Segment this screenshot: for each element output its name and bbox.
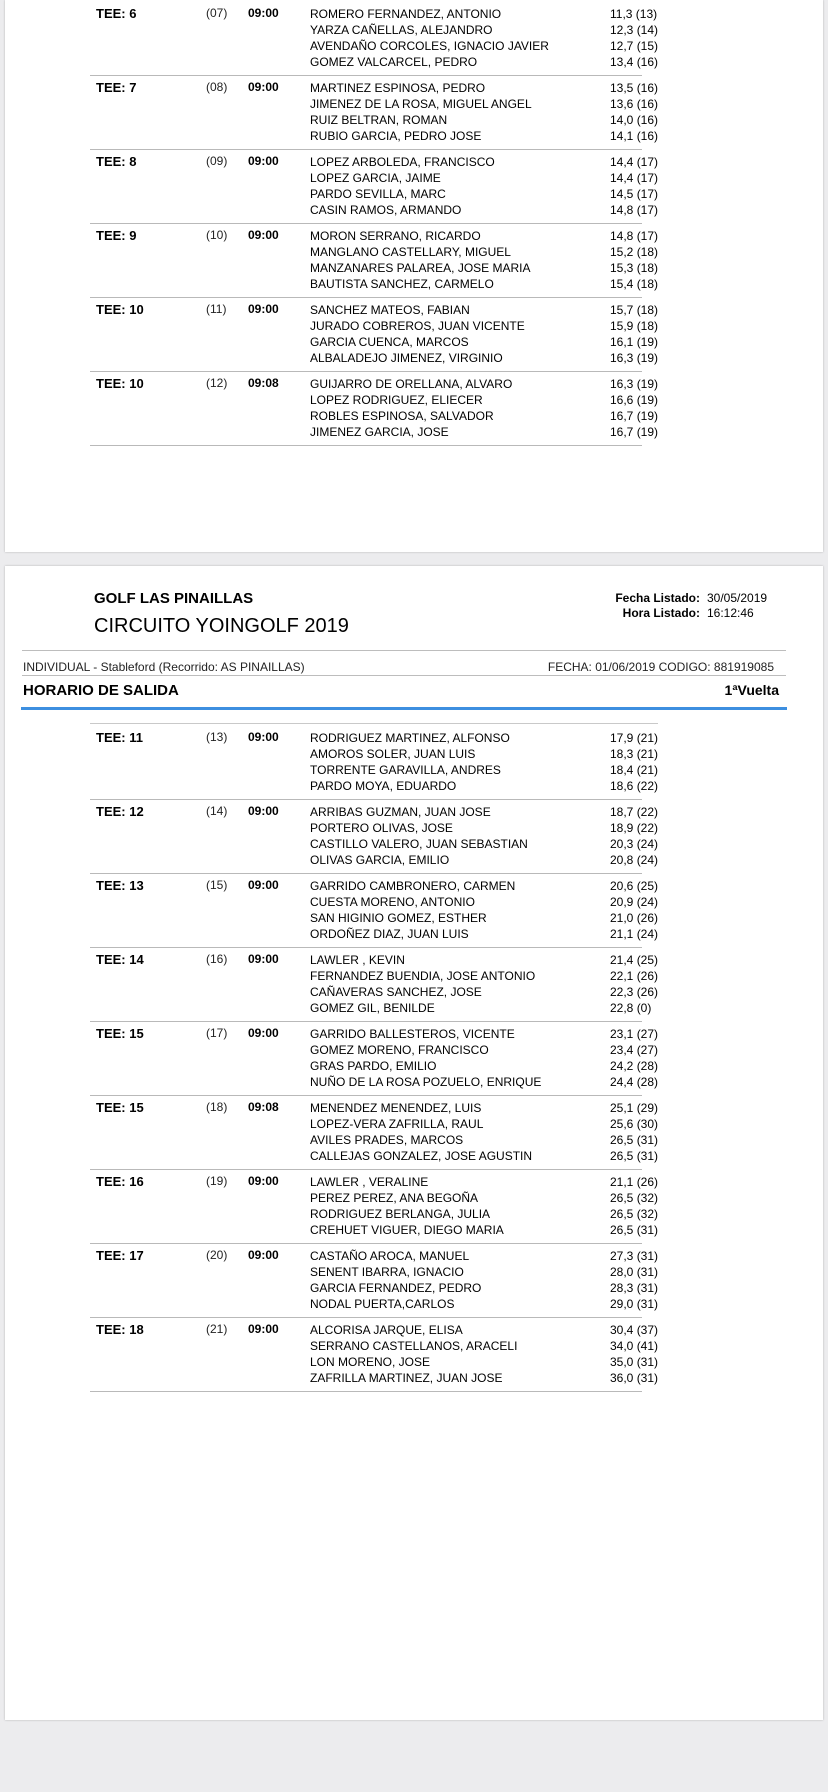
tee-group [90,298,659,372]
player-row [310,910,659,926]
start-time: 09:00 [248,1174,279,1188]
group-number: (17) [206,1026,228,1040]
player-row [310,260,659,276]
player-handicap: 16,3 (19) [610,377,659,391]
tee-label: TEE: 16 [96,1174,144,1189]
player-handicap: 30,4 (37) [610,1323,659,1337]
player-name: GOMEZ GIL, BENILDE [310,1001,435,1015]
player-handicap: 21,0 (26) [610,911,659,925]
player-name: YARZA CAÑELLAS, ALEJANDRO [310,23,493,37]
tee-group-list [5,726,823,1392]
player-list [310,1026,659,1090]
player-row [310,318,659,334]
document-page-1 [5,0,823,552]
player-list [310,302,659,366]
tee-group [90,1244,659,1318]
player-name: LAWLER , KEVIN [310,953,405,967]
tee-group [90,1022,659,1096]
player-list [310,804,659,868]
player-name: LAWLER , VERALINE [310,1175,429,1189]
player-name: CASTAÑO AROCA, MANUEL [310,1249,470,1263]
player-row [310,1190,659,1206]
player-row [310,778,659,794]
player-list [310,6,659,70]
player-row [310,820,659,836]
player-row [310,804,659,820]
tee-label: TEE: 15 [96,1100,144,1115]
player-handicap: 21,1 (26) [610,1175,659,1189]
hora-listado-value: 16:12:46 [707,606,754,620]
player-row [310,1264,659,1280]
player-handicap: 14,4 (17) [610,155,659,169]
player-name: CALLEJAS GONZALEZ, JOSE AGUSTIN [310,1149,533,1163]
player-name: AVENDAÑO CORCOLES, IGNACIO JAVIER [310,39,549,53]
player-handicap: 14,8 (17) [610,203,659,217]
player-handicap: 13,6 (16) [610,97,659,111]
player-row [310,968,659,984]
group-number: (19) [206,1174,228,1188]
player-row [310,96,659,112]
player-name: LOPEZ ARBOLEDA, FRANCISCO [310,155,495,169]
tee-group [90,224,659,298]
group-number: (20) [206,1248,228,1262]
player-row [310,984,659,1000]
player-handicap: 16,1 (19) [610,335,659,349]
player-row [310,54,659,70]
start-time: 09:08 [248,376,279,390]
player-list [310,952,659,1016]
player-handicap: 18,3 (21) [610,747,659,761]
player-handicap: 26,5 (32) [610,1207,659,1221]
player-list [310,154,659,218]
tee-label: TEE: 18 [96,1322,144,1337]
player-row [310,376,659,392]
player-handicap: 25,1 (29) [610,1101,659,1115]
player-row [310,154,659,170]
player-name: GRAS PARDO, EMILIO [310,1059,437,1073]
player-handicap: 14,5 (17) [610,187,659,201]
group-number: (13) [206,730,228,744]
player-name: OLIVAS GARCIA, EMILIO [310,853,450,867]
player-row [310,1280,659,1296]
player-name: SAN HIGINIO GOMEZ, ESTHER [310,911,487,925]
tee-group [90,948,659,1022]
player-row [310,170,659,186]
player-list [310,228,659,292]
player-name: GOMEZ VALCARCEL, PEDRO [310,55,478,69]
competition-info: INDIVIDUAL - Stableford (Recorrido: AS PINAILLAS) [23,660,305,674]
player-handicap: 20,9 (24) [610,895,659,909]
player-handicap: 13,5 (16) [610,81,659,95]
player-handicap: 23,4 (27) [610,1043,659,1057]
player-handicap: 26,5 (31) [610,1223,659,1237]
player-name: MANZANARES PALAREA, JOSE MARIA [310,261,531,275]
round-label: 1ªVuelta [724,682,779,698]
player-list [310,1322,659,1386]
player-name: CASTILLO VALERO, JUAN SEBASTIAN [310,837,528,851]
player-list [310,1174,659,1238]
player-name: ZAFRILLA MARTINEZ, JUAN JOSE [310,1371,503,1385]
player-handicap: 16,3 (19) [610,351,659,365]
player-handicap: 28,0 (31) [610,1265,659,1279]
blue-divider [21,707,787,710]
player-row [310,276,659,292]
player-row [310,350,659,366]
start-time: 09:00 [248,154,279,168]
player-row [310,408,659,424]
player-name: JURADO COBREROS, JUAN VICENTE [310,319,525,333]
player-name: JIMENEZ GARCIA, JOSE [310,425,449,439]
group-number: (21) [206,1322,228,1336]
player-row [310,112,659,128]
player-handicap: 16,7 (19) [610,425,659,439]
tee-group [90,1318,659,1392]
player-row [310,244,659,260]
competition-date-code: FECHA: 01/06/2019 CODIGO: 881919085 [547,660,774,674]
group-number: (10) [206,228,228,242]
player-handicap: 18,9 (22) [610,821,659,835]
header-divider [22,650,786,651]
player-handicap: 21,4 (25) [610,953,659,967]
player-handicap: 15,3 (18) [610,261,659,275]
player-handicap: 28,3 (31) [610,1281,659,1295]
start-time: 09:00 [248,80,279,94]
player-handicap: 18,4 (21) [610,763,659,777]
player-name: PORTERO OLIVAS, JOSE [310,821,453,835]
player-name: LOPEZ GARCIA, JAIME [310,171,441,185]
group-number: (16) [206,952,228,966]
player-name: LOPEZ RODRIGUEZ, ELIECER [310,393,483,407]
player-handicap: 15,2 (18) [610,245,659,259]
player-row [310,746,659,762]
player-name: ROMERO FERNANDEZ, ANTONIO [310,7,502,21]
player-name: GARCIA CUENCA, MARCOS [310,335,469,349]
player-row [310,392,659,408]
player-handicap: 24,2 (28) [610,1059,659,1073]
player-list [310,1248,659,1312]
tee-label: TEE: 17 [96,1248,144,1263]
player-row [310,1222,659,1238]
tee-label: TEE: 14 [96,952,144,967]
player-handicap: 22,8 (0) [610,1001,652,1015]
hora-listado-label: Hora Listado: [622,606,700,620]
player-handicap: 22,1 (26) [610,969,659,983]
player-handicap: 17,9 (21) [610,731,659,745]
player-name: TORRENTE GARAVILLA, ANDRES [310,763,501,777]
player-handicap: 26,5 (31) [610,1149,659,1163]
player-row [310,1100,659,1116]
player-name: GARRIDO CAMBRONERO, CARMEN [310,879,516,893]
player-row [310,1322,659,1338]
player-name: NUÑO DE LA ROSA POZUELO, ENRIQUE [310,1075,542,1089]
group-number: (12) [206,376,228,390]
player-handicap: 35,0 (31) [610,1355,659,1369]
start-time: 09:00 [248,952,279,966]
player-name: RUIZ BELTRAN, ROMAN [310,113,448,127]
group-number: (07) [206,6,228,20]
player-row [310,202,659,218]
player-row [310,22,659,38]
player-handicap: 23,1 (27) [610,1027,659,1041]
player-handicap: 14,0 (16) [610,113,659,127]
player-row [310,6,658,22]
player-name: MENENDEZ MENENDEZ, LUIS [310,1101,482,1115]
player-row [310,424,659,440]
player-name: PEREZ PEREZ, ANA BEGOÑA [310,1191,479,1205]
player-handicap: 24,4 (28) [610,1075,659,1089]
player-row [310,1000,650,1016]
player-name: PARDO MOYA, EDUARDO [310,779,457,793]
fecha-listado-label: Fecha Listado: [615,591,700,605]
start-time: 09:00 [248,804,279,818]
player-list [310,878,659,942]
group-number: (08) [206,80,228,94]
player-handicap: 18,7 (22) [610,805,659,819]
player-list [310,730,659,794]
player-name: ROBLES ESPINOSA, SALVADOR [310,409,494,423]
player-name: MARTINEZ ESPINOSA, PEDRO [310,81,486,95]
player-row [310,836,659,852]
tee-label: TEE: 9 [96,228,137,243]
player-handicap: 20,3 (24) [610,837,659,851]
player-handicap: 25,6 (30) [610,1117,659,1131]
player-name: NODAL PUERTA,CARLOS [310,1297,455,1311]
player-name: ARRIBAS GUZMAN, JUAN JOSE [310,805,491,819]
tournament-title: CIRCUITO YOINGOLF 2019 [94,615,349,637]
player-handicap: 21,1 (24) [610,927,659,941]
player-handicap: 26,5 (32) [610,1191,659,1205]
tee-label: TEE: 10 [96,302,144,317]
player-row [310,1248,659,1264]
tee-label: TEE: 12 [96,804,144,819]
player-row [310,334,659,350]
start-time: 09:00 [248,1322,279,1336]
player-row [310,1174,659,1190]
tee-group [90,1096,659,1170]
tee-group [90,150,659,224]
player-handicap: 12,3 (14) [610,23,659,37]
player-handicap: 15,9 (18) [610,319,659,333]
player-row [310,894,659,910]
player-name: RODRIGUEZ MARTINEZ, ALFONSO [310,731,510,745]
tee-group [90,726,659,800]
player-row [310,1296,659,1312]
player-row [310,1026,659,1042]
player-handicap: 26,5 (31) [610,1133,659,1147]
player-name: PARDO SEVILLA, MARC [310,187,446,201]
start-time: 09:00 [248,1248,279,1262]
player-handicap: 14,1 (16) [610,129,659,143]
player-name: BAUTISTA SANCHEZ, CARMELO [310,277,494,291]
player-name: MORON SERRANO, RICARDO [310,229,481,243]
player-name: LOPEZ-VERA ZAFRILLA, RAUL [310,1117,484,1131]
player-name: SANCHEZ MATEOS, FABIAN [310,303,470,317]
schedule-heading: HORARIO DE SALIDA [23,682,179,699]
player-handicap: 34,0 (41) [610,1339,659,1353]
player-list [310,80,659,144]
player-row [310,762,659,778]
tee-label: TEE: 11 [96,730,143,745]
player-handicap: 20,8 (24) [610,853,659,867]
player-row [310,1116,659,1132]
player-handicap: 16,6 (19) [610,393,659,407]
tee-label: TEE: 7 [96,80,137,95]
tee-label: TEE: 15 [96,1026,144,1041]
group-number: (09) [206,154,228,168]
player-handicap: 14,8 (17) [610,229,659,243]
player-handicap: 15,7 (18) [610,303,659,317]
player-row [310,1338,659,1354]
player-row [310,1370,659,1386]
player-handicap: 14,4 (17) [610,171,659,185]
player-row [310,1354,659,1370]
start-time: 09:00 [248,302,279,316]
info-divider [22,675,786,676]
group-number: (15) [206,878,228,892]
table-top-rule [90,723,658,724]
player-row [310,38,659,54]
fecha-listado-value: 30/05/2019 [707,591,768,605]
player-name: RUBIO GARCIA, PEDRO JOSE [310,129,482,143]
player-handicap: 18,6 (22) [610,779,659,793]
player-name: CASIN RAMOS, ARMANDO [310,203,462,217]
player-handicap: 13,4 (16) [610,55,659,69]
player-row [310,128,659,144]
player-row [310,80,659,96]
player-name: RODRIGUEZ BERLANGA, JULIA [310,1207,491,1221]
player-handicap: 15,4 (18) [610,277,659,291]
group-number: (18) [206,1100,228,1114]
tee-label: TEE: 8 [96,154,137,169]
start-time: 09:00 [248,1026,279,1040]
player-handicap: 27,3 (31) [610,1249,659,1263]
club-name: GOLF LAS PINAILLAS [94,590,254,607]
player-name: FERNANDEZ BUENDIA, JOSE ANTONIO [310,969,536,983]
player-handicap: 16,7 (19) [610,409,659,423]
player-name: CREHUET VIGUER, DIEGO MARIA [310,1223,504,1237]
start-time: 09:00 [248,878,279,892]
player-row [310,878,659,894]
player-name: SENENT IBARRA, IGNACIO [310,1265,464,1279]
tee-group [90,76,659,150]
start-time: 09:00 [248,6,279,20]
player-row [310,926,659,942]
tee-label: TEE: 13 [96,878,144,893]
player-row [310,186,659,202]
player-name: CAÑAVERAS SANCHEZ, JOSE [310,985,482,999]
player-name: ALCORISA JARQUE, ELISA [310,1323,463,1337]
player-name: GUIJARRO DE ORELLANA, ALVARO [310,377,513,391]
player-name: AMOROS SOLER, JUAN LUIS [310,747,476,761]
player-row [310,1042,659,1058]
player-handicap: 20,6 (25) [610,879,659,893]
player-name: GARCIA FERNANDEZ, PEDRO [310,1281,482,1295]
start-time: 09:08 [248,1100,279,1114]
player-row [310,1206,659,1222]
player-name: GARRIDO BALLESTEROS, VICENTE [310,1027,515,1041]
document-page-2 [5,566,823,1720]
player-name: GOMEZ MORENO, FRANCISCO [310,1043,489,1057]
tee-group-list [5,2,823,446]
tee-label: TEE: 10 [96,376,144,391]
tee-group [90,372,659,446]
player-name: ALBALADEJO JIMENEZ, VIRGINIO [310,351,503,365]
player-name: SERRANO CASTELLANOS, ARACELI [310,1339,518,1353]
tee-group [90,800,659,874]
player-row [310,302,659,318]
player-name: MANGLANO CASTELLARY, MIGUEL [310,245,511,259]
tee-group [90,1170,659,1244]
player-name: LON MORENO, JOSE [310,1355,431,1369]
tee-group [90,874,659,948]
player-name: ORDOÑEZ DIAZ, JUAN LUIS [310,927,469,941]
player-row [310,1148,659,1164]
tee-label: TEE: 6 [96,6,137,21]
start-time: 09:00 [248,228,279,242]
player-name: AVILES PRADES, MARCOS [310,1133,464,1147]
player-row [310,1132,659,1148]
player-handicap: 22,3 (26) [610,985,659,999]
start-time: 09:00 [248,730,279,744]
player-handicap: 36,0 (31) [610,1371,659,1385]
group-number: (14) [206,804,228,818]
player-handicap: 29,0 (31) [610,1297,659,1311]
player-row [310,952,659,968]
player-row [310,1074,659,1090]
player-row [310,730,659,746]
player-handicap: 11,3 (13) [610,7,658,21]
player-list [310,1100,659,1164]
player-handicap: 12,7 (15) [610,39,659,53]
tee-group [90,2,659,76]
player-row [310,1058,659,1074]
player-name: JIMENEZ DE LA ROSA, MIGUEL ANGEL [310,97,532,111]
player-list [310,376,659,440]
player-row [310,228,659,244]
player-name: CUESTA MORENO, ANTONIO [310,895,475,909]
group-number: (11) [206,302,227,316]
player-row [310,852,659,868]
